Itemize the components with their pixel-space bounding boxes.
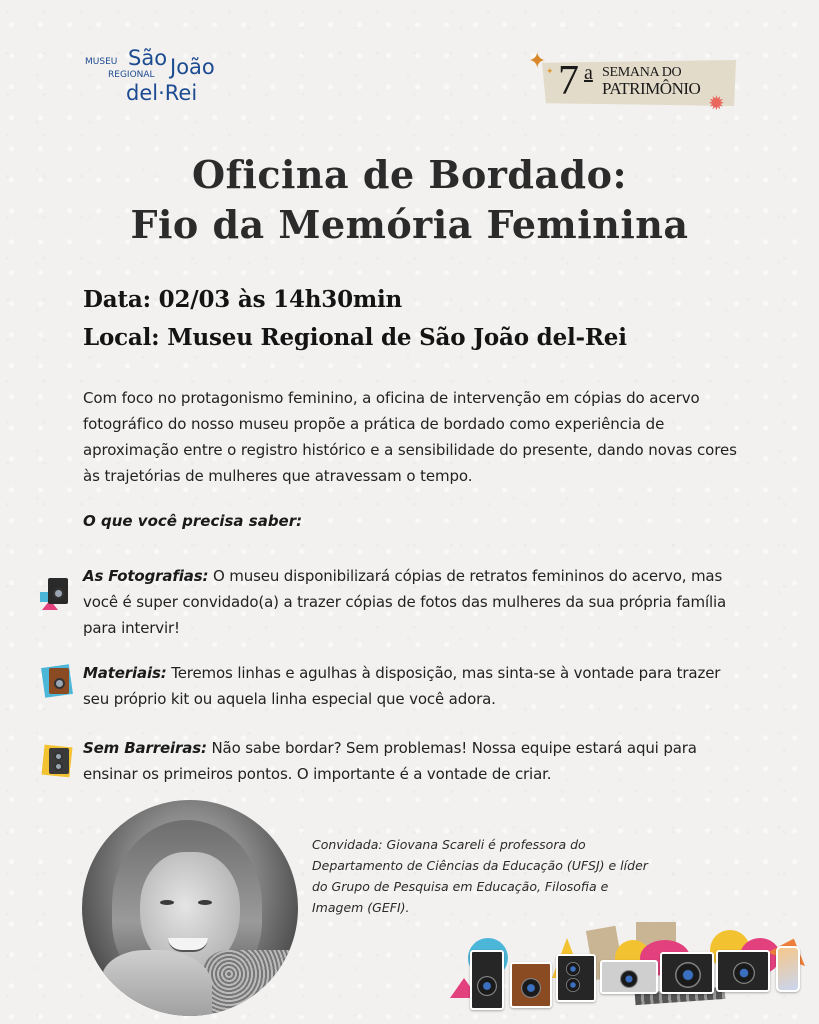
section-heading: O que você precisa saber: (83, 512, 303, 530)
list-item (83, 563, 733, 641)
portrait-hand (102, 950, 212, 1016)
badge-ordinal: a (584, 62, 593, 84)
event-date: Data: 02/03 às 14h30min (83, 286, 403, 313)
page-title (0, 150, 819, 250)
rangefinder-camera (600, 960, 658, 994)
list-item (83, 660, 733, 712)
guest-bio: Convidada: Giovana Scareli é professora do Departamento de Ciências da Educação (UFSJ) e líder do Grupo de Pesquisa em Educação, Filosofia e Imagem (GEFI). (312, 837, 648, 915)
event-badge (528, 48, 743, 116)
portrait-scarf (202, 950, 292, 1016)
twin-lens-camera-icon (41, 742, 75, 782)
dslr-camera (716, 950, 770, 992)
portrait-eye (198, 900, 212, 905)
list-item (83, 735, 733, 787)
museum-logo (84, 46, 234, 112)
badge-line1: SEMANA DO (602, 65, 682, 80)
title-line2: Fio da Memória Feminina (130, 202, 689, 247)
logo-regional-text: REGIONAL (108, 70, 155, 80)
dslr-camera (660, 952, 714, 994)
intro-paragraph: Com foco no protagonismo feminino, a oficina de intervenção em cópias do acervo fotográfico do nosso museu propõe a prática de bordado como experiência de aproximação entre o registro histórico e a sensibilidade do presente, dando novas cores às trajetórias de mulheres que atravessam o tempo. (83, 389, 737, 485)
item-label: Sem Barreiras: (83, 739, 207, 757)
badge-line2: PATRIMÔNIO (602, 79, 701, 98)
folding-camera-icon (40, 572, 74, 612)
item-label: Materiais: (83, 664, 167, 682)
logo-joao-text: João (170, 55, 215, 79)
item-text: O museu disponibilizará cópias de retratos femininos do acervo, mas você é super convidado(a) a trazer cópias de fotos das mulheres da sua própria família para intervir! (83, 567, 727, 637)
twin-lens-camera (556, 954, 596, 1002)
logo-del-rei-text: del·Rei (126, 81, 198, 105)
logo-sao-text: São (128, 46, 168, 70)
badge-number: 7 (558, 58, 579, 104)
item-text: Teremos linhas e agulhas à disposição, mas sinta-se à vontade para trazer seu próprio kit ou aquela linha especial que você adora. (83, 664, 721, 708)
box-camera (510, 962, 552, 1008)
smartphone (776, 946, 800, 992)
camera-collage (440, 918, 819, 1024)
title-line1: Oficina de Bordado: (191, 152, 628, 197)
item-text: Não sabe bordar? Sem problemas! Nossa equipe estará aqui para ensinar os primeiros pontos. O importante é a vontade de criar. (83, 739, 697, 783)
star-burst-icon: ✹ (708, 93, 725, 115)
small-sparkle-icon: ✦ (546, 66, 554, 76)
folding-camera (470, 950, 504, 1010)
portrait-eye (160, 900, 174, 905)
event-location: Local: Museu Regional de São João del-Rei (83, 324, 627, 351)
item-label: As Fotografias: (83, 567, 209, 585)
sparkle-icon: ✦ (528, 48, 547, 73)
guest-portrait (82, 800, 298, 1016)
box-camera-icon (41, 662, 75, 702)
logo-museu-text: MUSEU (85, 57, 118, 67)
